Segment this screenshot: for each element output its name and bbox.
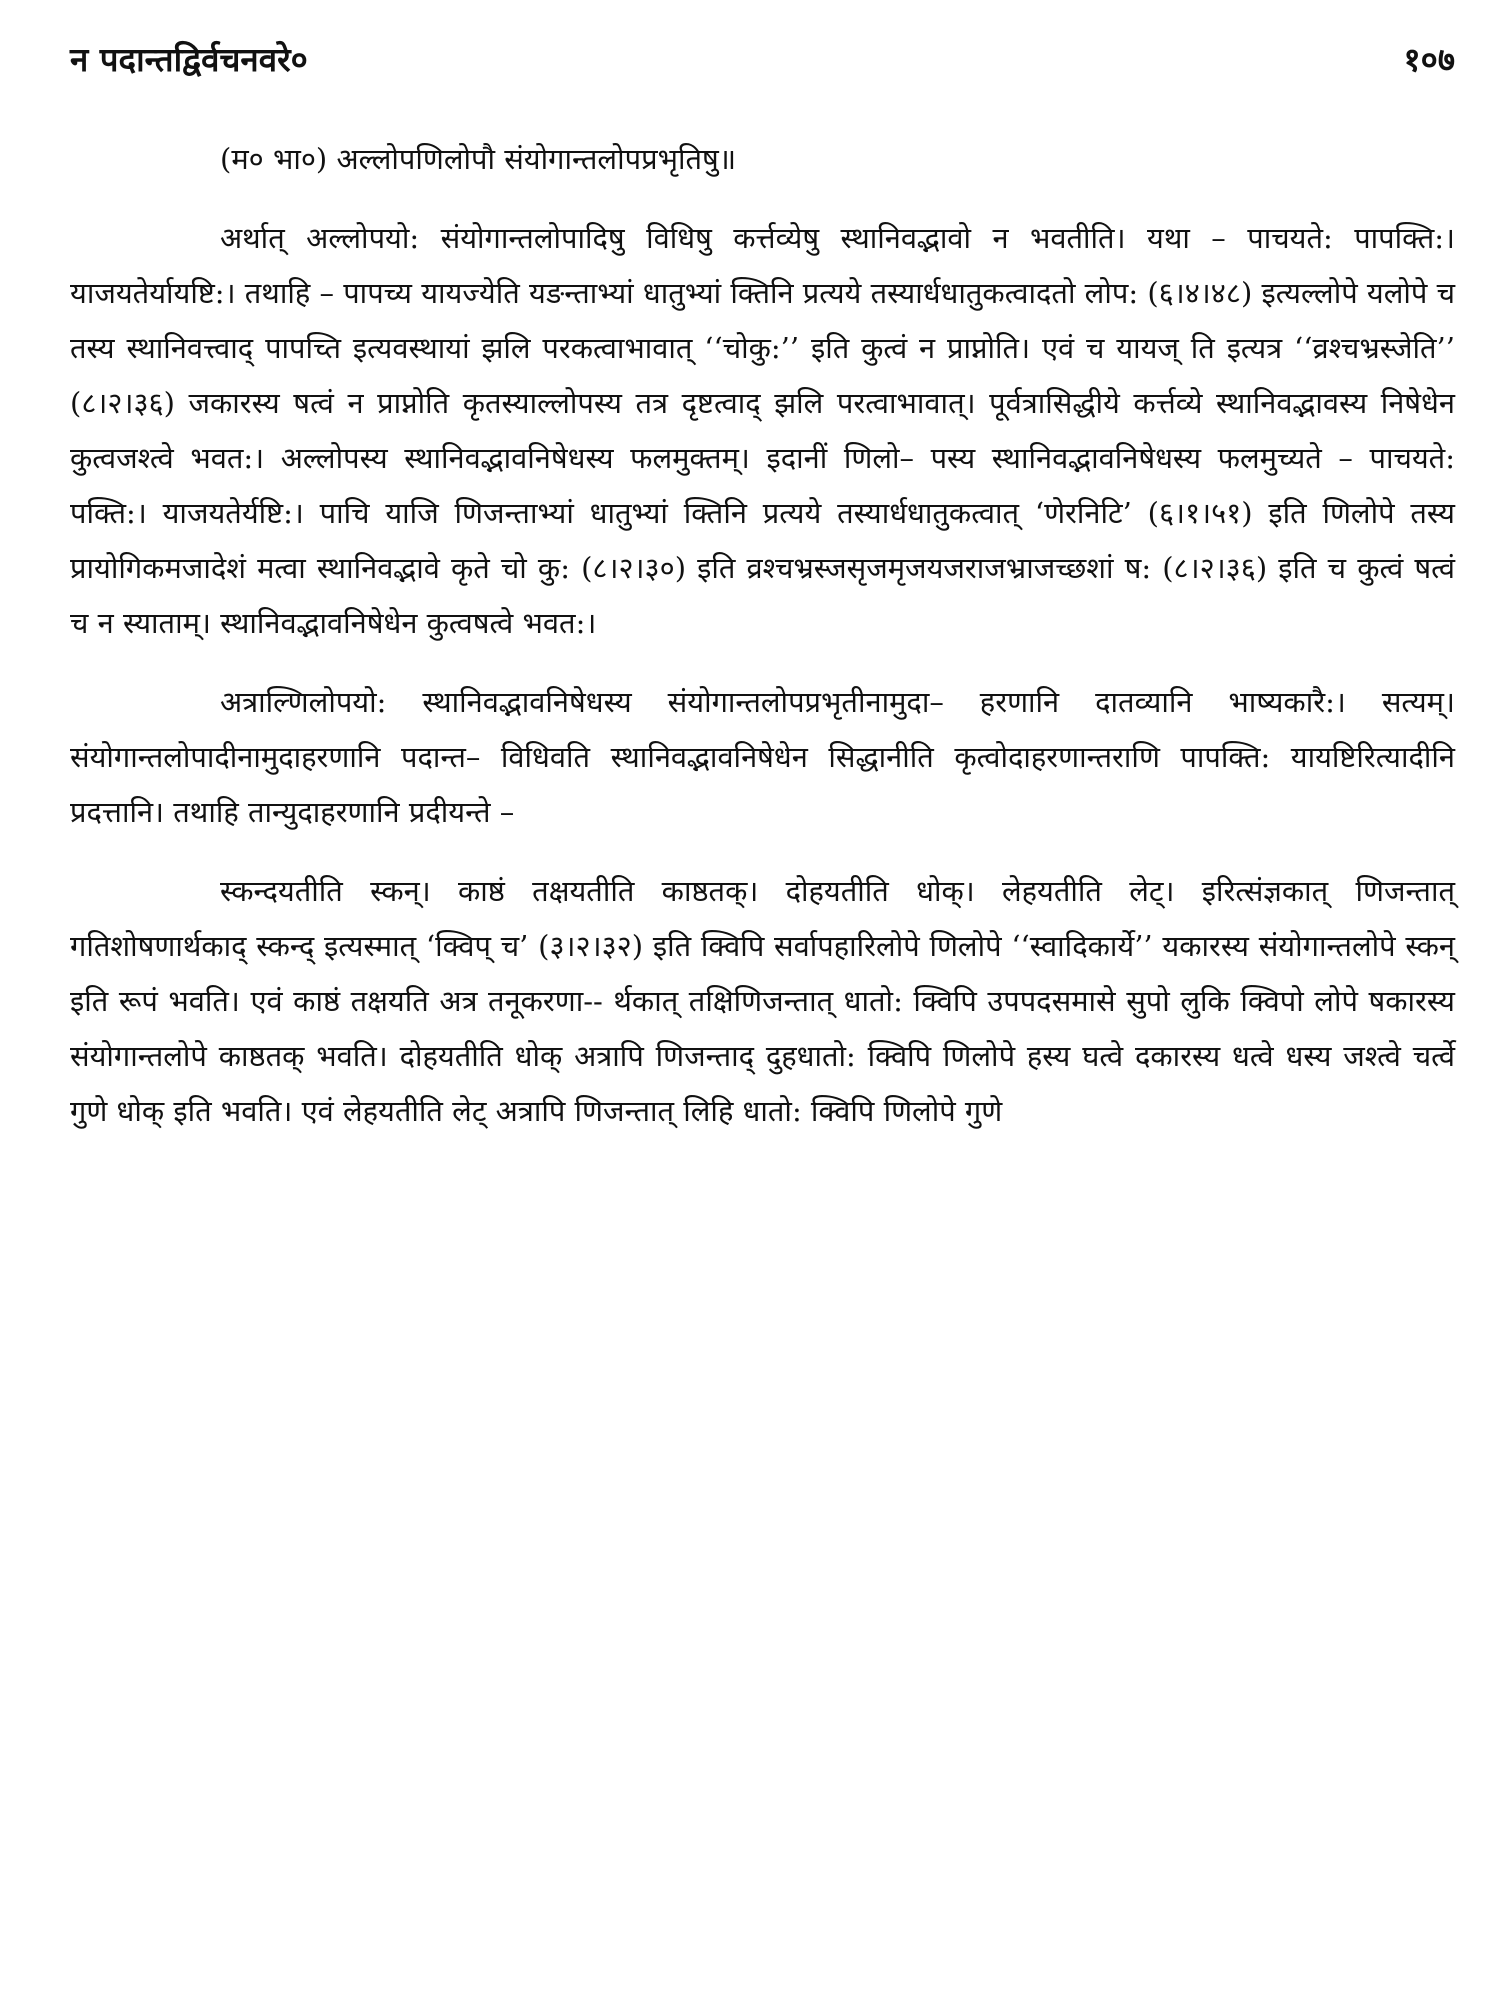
paragraph: अर्थात् अल्लोपयो: संयोगान्तलोपादिषु विधिषु कर्त्तव्येषु स्थानिवद्भावो न भवतीति। यथा – पाचयते: पापक्ति:। याजयतेर्यायष्टि:। तथाहि – पापच्य यायज्येति यङन्ताभ्यां धातुभ्यां क्तिनि प्रत्यये तस्यार्धधातुकत्वादतो लोप: (६।४।४८) इत्यल्लोपे यलोपे च तस्य स्थानिवत्त्वाद् पापच्ति इत्यवस्थायां झलि परकत्वाभावात् ‘‘चोकु:’’ इति कुत्वं न प्राप्नोति। एवं च यायज् ति इत्यत्र ‘‘व्रश्चभ्रस्जेति’’ (८।२।३६) जकारस्य षत्वं न प्राप्नोति कृतस्याल्लोपस्य तत्र दृष्टत्वाद् झलि परत्वाभावात्। पूर्वत्रासिद्धीये कर्त्तव्ये स्थानिवद्भावस्य निषेधेन कुत्वजश्त्वे भवत:। अल्लोपस्य स्थानिवद्भावनिषेधस्य फलमुक्तम्। इदानीं णिलो– पस्य स्थानिवद्भावनिषेधस्य फलमुच्यते – पाचयते: पक्ति:। याजयतेर्यष्टि:। पाचि याजि णिजन्ताभ्यां धातुभ्यां क्तिनि प्रत्यये तस्यार्धधातुकत्वात् ‘णेरनिटि’ (६।१।५१) इति णिलोपे तस्य प्रायोगिकमजादेशं मत्वा स्थानिवद्भावे कृते चो कु: (८।२।३०) इति व्रश्चभ्रस्जसृजमृजयजराजभ्राजच्छशां ष: (८।२।३६) इति च कुत्वं षत्वं च न स्याताम्। स्थानिवद्भावनिषेधेन कुत्वषत्वे भवत:। (70, 221, 1455, 640)
paragraph: स्कन्दयतीति स्कन्। काष्ठं तक्षयतीति काष्ठतक्। दोहयतीति धोक्। लेहयतीति लेट्। इरित्संज्ञकात् णिजन्तात् गतिशोषणार्थकाद् स्कन्द् इत्यस्मात् ‘क्विप् च’ (३।२।३२) इति क्विपि सर्वापहारिलोपे णिलोपे ‘‘स्वादिकार्ये’’ यकारस्य संयोगान्तलोपे स्कन् इति रूपं भवति। एवं काष्ठं तक्षयति अत्र तनूकरणा-- र्थकात् तक्षिणिजन्तात् धातो: क्विपि उपपदसमासे सुपो लुकि क्विपो लोपे षकारस्य संयोगान्तलोपे काष्ठतक् भवति। दोहयतीति धोक् अत्रापि णिजन्ताद् दुहधातो: क्विपि णिलोपे हस्य घत्वे दकारस्य धत्वे धस्य जश्त्वे चर्त्वे गुणे धोक् इति भवति। एवं लेहयतीति लेट् अत्रापि णिजन्तात् लिहि धातो: क्विपि णिलोपे गुणे (70, 874, 1455, 1128)
book-page (70, 28, 1455, 1978)
running-title: न पदान्तद्विर्वचनवरे० (70, 40, 308, 79)
page-number: १०७ (1403, 40, 1455, 79)
running-header (70, 28, 1455, 88)
bhashya-quote: (म० भा०) अल्लोपणिलोपौ संयोगान्तलोपप्रभृतिषु॥ (220, 142, 737, 176)
body-text (70, 132, 1455, 1139)
paragraph: अत्राल्णिलोपयो: स्थानिवद्भावनिषेधस्य संयोगान्तलोपप्रभृतीनामुदा– हरणानि दातव्यानि भाष्यकारै:। सत्यम्। संयोगान्तलोपादीनामुदाहरणानि पदान्त– विधिवति स्थानिवद्भावनिषेधेन सिद्धानीति कृत्वोदाहरणान्तराणि पापक्ति: यायष्टिरित्यादीनि प्रदत्तानि। तथाहि तान्युदाहरणानि प्रदीयन्ते – (70, 685, 1455, 829)
